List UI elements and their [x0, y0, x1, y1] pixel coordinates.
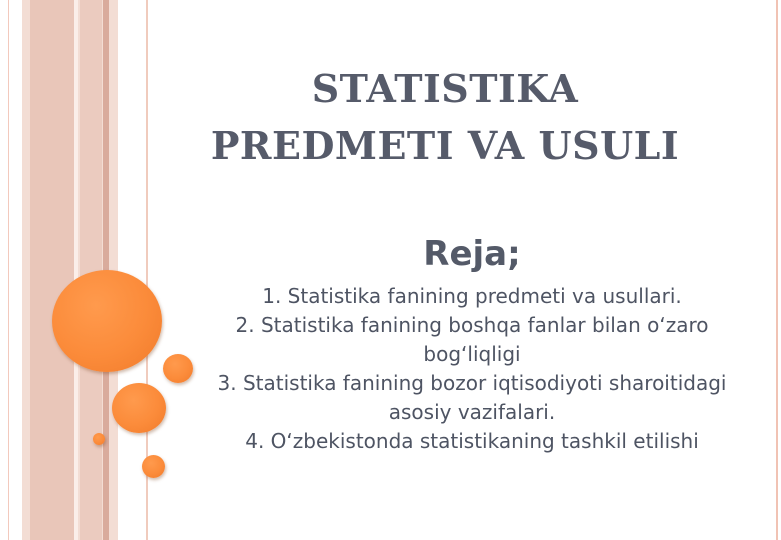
list-item: 1. Statistika fanining predmeti va usullari. — [262, 284, 682, 308]
list-item: 4. O‘zbekistonda statistikaning tashkil etilishi — [245, 429, 699, 453]
title-line-2: PREDMETI VA USULI — [210, 123, 680, 168]
list-item: 3. Statistika fanining bozor iqtisodiyoti sharoitidagi asosiy vazifalari. — [217, 371, 727, 424]
tiny-orange-circle — [93, 433, 105, 445]
plan-list — [196, 282, 748, 456]
slide-title — [170, 60, 720, 174]
title-line-1: STATISTIKA — [311, 66, 579, 111]
large-orange-circle — [52, 270, 162, 372]
stripe-wide — [30, 0, 74, 540]
stripe-white-gap — [74, 0, 78, 540]
small-orange-circle — [163, 354, 193, 383]
medium-orange-circle — [112, 383, 166, 433]
list-item: 2. Statistika fanining boshqa fanlar bilan o‘zaro bog‘liqligi — [235, 313, 709, 366]
slide-subtitle: Reja; — [423, 234, 521, 274]
small-orange-circle-bottom — [142, 455, 165, 478]
